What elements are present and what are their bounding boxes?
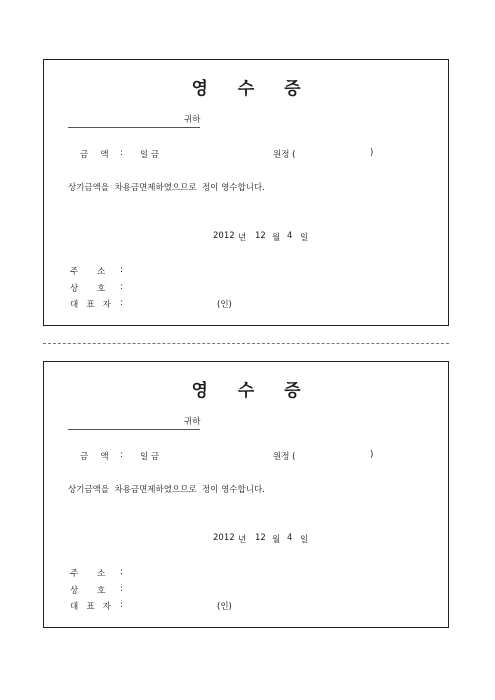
representative-label: 대 표 자 [70,602,111,612]
amount-colon: : [120,450,123,460]
receipt-title: 영 수 증 [191,79,313,99]
receipt-statement: 상기금액을 차용금면제하였으므로 정이 영수합니다. [68,183,265,193]
recipient-suffix: 귀하 [184,417,201,427]
representative-colon: : [120,600,123,610]
receipt-title: 영 수 증 [191,381,313,401]
recipient-name-line [68,127,200,128]
address-label: 주 소 [70,267,106,277]
cut-line-divider [43,343,449,344]
date-year-unit: 년 [238,233,247,243]
amount-prefix: 일 금 [140,150,160,160]
date-day: 4 [287,533,293,543]
trade-name-label: 상 호 [70,284,106,294]
date-month: 12 [255,533,266,543]
amount-paren-close: ) [370,148,374,158]
receipt-bottom [43,361,449,628]
trade-name-label: 상 호 [70,586,106,596]
date-month-unit: 월 [272,535,281,545]
address-colon: : [120,567,123,577]
date-year-unit: 년 [238,535,247,545]
address-colon: : [120,265,123,275]
amount-colon: : [120,148,123,158]
representative-colon: : [120,298,123,308]
date-day-unit: 일 [300,535,309,545]
address-label: 주 소 [70,569,106,579]
won-label: 원정 ( [273,150,296,160]
seal-mark: (인) [217,300,232,310]
receipt-statement: 상기금액을 차용금면제하였으므로 정이 영수합니다. [68,485,265,495]
amount-paren-close: ) [370,450,374,460]
date-year: 2012 [213,533,235,543]
recipient-name-line [68,429,200,430]
date-month: 12 [255,231,266,241]
seal-mark: (인) [217,602,232,612]
recipient-suffix: 귀하 [184,115,201,125]
trade-name-colon: : [120,282,123,292]
amount-label: 금 액 [80,452,110,462]
amount-label: 금 액 [80,150,110,160]
amount-prefix: 일 금 [140,452,160,462]
date-month-unit: 월 [272,233,281,243]
receipt-top [43,59,449,326]
representative-label: 대 표 자 [70,300,111,310]
won-label: 원정 ( [273,452,296,462]
date-year: 2012 [213,231,235,241]
date-day: 4 [287,231,293,241]
date-day-unit: 일 [300,233,309,243]
trade-name-colon: : [120,584,123,594]
